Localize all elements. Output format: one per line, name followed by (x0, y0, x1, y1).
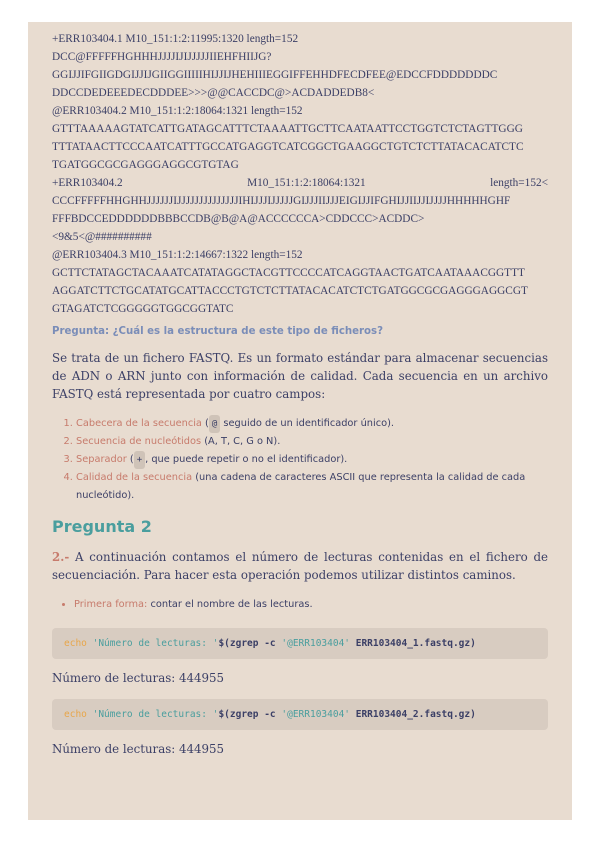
intro-paragraph: Se trata de un fichero FASTQ. Es un formato estándar para almacenar secuencias de ADN o ARN junto con información de calidad. Cada secuencia en un archivo FASTQ está representada por cuatro campos: (52, 351, 548, 401)
field-desc: ( (126, 454, 134, 465)
fastq-line: GTTTAAAAAGTATCATTGATAGCATTTCTAAAATTGCTTCAATAATTCCTGGTCTCTAGTTGGG (52, 123, 523, 135)
fastq-line: FFFBDCCEDDDDDDBBBCCDB@B@A@ACCCCCCA>CDDCCC>ACDDC> (52, 213, 425, 225)
field-item (76, 451, 548, 469)
step-number: 2.- (52, 550, 70, 564)
code-block[interactable] (52, 628, 548, 659)
fastq-line: @ERR103404.3 M10_151:1:2:14667:1322 length=152 (52, 249, 303, 261)
fastq-line: GCTTCTATAGCTACAAATCATATAGGCTACGTTCCCCATCAGGTAACTGATCAATAAACGGTTT (52, 267, 525, 279)
fastq-line: <9&5<@########## (52, 231, 152, 243)
fastq-line: @ERR103404.2 M10_151:1:2:18064:1321 length=152 (52, 105, 303, 117)
paragraph-text: A continuación contamos el número de lecturas contenidas en el fichero de secuenciación. Para hacer esta operación podemos utilizar distintos caminos. (52, 550, 548, 582)
fastq-line: CCCFFFFFHHGHHJJJJJJIJJJJJJJJJJJJJJIHIJJJIJJJJJGIJJJIIJJJEIGIJJIFGHIJJIIJJIJJJJHHHHHGHF (52, 195, 511, 207)
code-command: $(zgrep -c (218, 638, 282, 649)
code-string: 'Número de lecturas: ' (86, 709, 219, 720)
code-file: ERR103404_1.fastq.gz) (350, 638, 476, 649)
field-desc: , que puede repetir o no el identificador). (145, 454, 348, 465)
code-file: ERR103404_2.fastq.gz) (350, 709, 476, 720)
question-label: Pregunta: ¿Cuál es la estructura de este tipo de ficheros? (52, 326, 384, 337)
method-label: Primera forma: (74, 599, 148, 610)
field-item (76, 433, 548, 451)
code-keyword: echo (64, 709, 87, 720)
field-name: Separador (76, 454, 127, 465)
code-pattern: '@ERR103404' (281, 709, 351, 720)
section-heading: Pregunta 2 (52, 517, 152, 536)
field-desc: seguido de un identificador único). (220, 418, 395, 429)
field-name: Cabecera de la secuencia (76, 418, 202, 429)
section-paragraph (52, 548, 548, 584)
field-desc: (una cadena de caracteres ASCII que representa la calidad de cada nucleótido). (76, 472, 526, 501)
method-item (74, 596, 548, 614)
fastq-read-length: length=152< (490, 177, 548, 189)
fastq-line: TTTATAACTTCCCAATCATTTGCCATGAGGTCATCGGCTGAAGGCTGTCTCTTATACACATCTC (52, 141, 524, 153)
fastq-line: GTAGATCTCGGGGGTGGCGGTATC (52, 303, 234, 315)
code-block[interactable] (52, 699, 548, 730)
method-desc: contar el nombre de las lecturas. (147, 599, 313, 610)
field-desc: (A, T, C, G o N). (201, 436, 281, 447)
fastq-line: GGIJJIFGIIGDGIJJIJGIIGGIIIIIHIJJIJHEHIIIEGGIFFEHHDFECDFEE@EDCCFDDDDDDDC (52, 69, 498, 81)
fastq-read-name: M10_151:1:2:18064:1321 (247, 177, 366, 189)
field-desc: ( (201, 418, 209, 429)
code-keyword: echo (64, 638, 87, 649)
field-item (76, 469, 548, 505)
fastq-line: AGGATCTTCTGCATATGCATTACCCTGTCTCTTATACACATCTCTGATGGCGCGAGGGAGGCGT (52, 285, 528, 297)
field-item (76, 415, 548, 433)
field-name: Secuencia de nucleótidos (76, 436, 202, 447)
fastq-fields-list (52, 415, 548, 505)
field-name: Calidad de la secuencia (76, 472, 193, 483)
fastq-line-justified (52, 174, 548, 192)
code-string: 'Número de lecturas: ' (86, 638, 219, 649)
fastq-line: DDCCDEDEEEDECDDDEE>>>@@CACCDC@>ACDADDEDB8< (52, 87, 375, 99)
result-text: Número de lecturas: 444955 (52, 742, 225, 756)
result-text: Número de lecturas: 444955 (52, 671, 225, 685)
fastq-sample (52, 30, 548, 318)
methods-list (52, 596, 548, 614)
code-pattern: '@ERR103404' (281, 638, 351, 649)
code-command: $(zgrep -c (218, 709, 282, 720)
fastq-line: +ERR103404.1 M10_151:1:2:11995:1320 length=152 (52, 33, 299, 45)
inline-code: + (134, 451, 145, 469)
fastq-line: DCC@FFFFFHGHHHJJJJIJIJJJJJIIEHFHIIJG? (52, 51, 272, 63)
fastq-line: TGATGGCGCGAGGGAGGCGTGTAG (52, 159, 239, 171)
fastq-read-id: +ERR103404.2 (52, 177, 123, 189)
document-page (28, 22, 572, 820)
inline-code: @ (209, 415, 220, 433)
